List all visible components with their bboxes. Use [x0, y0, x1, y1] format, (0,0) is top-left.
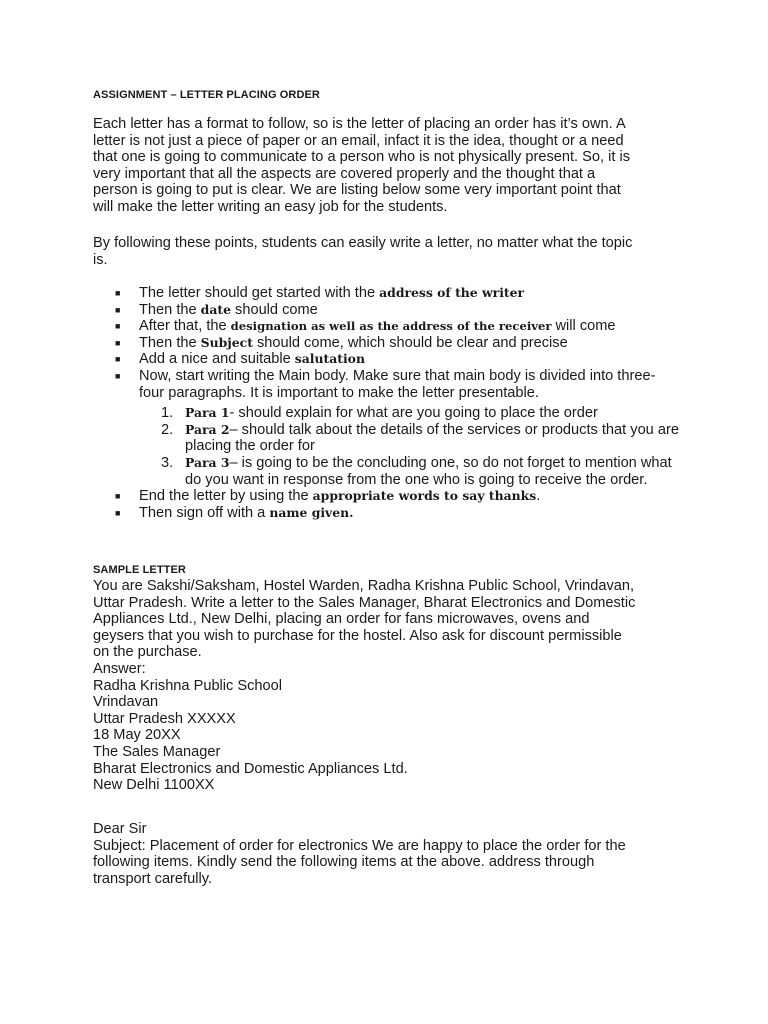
following-paragraph: [93, 235, 693, 268]
intro-line: person is going to put is clear. We are listing below some very important point that: [93, 182, 621, 199]
bullet-icon: ■: [115, 321, 121, 332]
item-text: Then sign off with a: [139, 504, 270, 521]
para-text: – should talk about the details of the services or products that you are placing the order for: [185, 421, 679, 455]
sample-line: New Delhi 1100XX: [93, 777, 215, 794]
item-bold-text: salutation: [294, 351, 365, 367]
sample-line: 18 May 20XX: [93, 727, 181, 744]
item-text: .: [536, 488, 541, 505]
sample-line: geysers that you wish to purchase for the hostel. Also ask for discount permissible: [93, 627, 622, 644]
list-item: [93, 285, 693, 302]
item-bold-text: appropriate words to say thanks: [312, 488, 537, 504]
para-bold-text: Para 1: [185, 405, 230, 421]
list-item: [93, 505, 693, 522]
para-bold-text: Para 2: [185, 421, 230, 437]
bullet-icon: ■: [115, 354, 121, 365]
list-item: [93, 335, 693, 352]
item-text: The letter should get started with the: [139, 285, 380, 301]
closing-line: following items. Kindly send the following items at the above. address through: [93, 854, 595, 871]
item-text: Now, start writing the Main body. Make sure that main body is divided into three-four paragraphs. It is important to make the letter presentable.: [139, 367, 656, 401]
intro-paragraph: [93, 116, 693, 216]
list-item: [93, 488, 693, 505]
item-text: should come: [230, 301, 318, 318]
paragraph-list: [139, 405, 693, 488]
intro-line: Each letter has a format to follow, so is the letter of placing an order has it’s own. A: [93, 116, 626, 132]
para-item: [139, 455, 690, 488]
item-text: Add a nice and suitable: [139, 351, 295, 368]
para-item: [139, 422, 690, 455]
sample-line: Uttar Pradesh. Write a letter to the Sales Manager, Bharat Electronics and Domestic: [93, 594, 636, 611]
sample-line: You are Sakshi/Saksham, Hostel Warden, Radha Krishna Public School, Vrindavan,: [93, 578, 635, 594]
para-number: 3.: [161, 454, 174, 471]
closing-line: Subject: Placement of order for electronics We are happy to place the order for the: [93, 837, 626, 854]
para-text: - should explain for what are you going to place the order: [229, 405, 598, 422]
para-item: [139, 405, 690, 422]
bullet-icon: ■: [115, 491, 121, 502]
item-bold-text: Subject: [200, 334, 253, 350]
sample-line: Bharat Electronics and Domestic Appliances Ltd.: [93, 760, 408, 777]
sample-line: The Sales Manager: [93, 743, 221, 760]
item-bold-text: name given.: [269, 504, 354, 520]
letter-closing: [93, 821, 693, 887]
intro-line: very important that all the aspects are covered properly and the thought that a: [93, 165, 596, 182]
sample-letter-heading: SAMPLE LETTER: [93, 564, 186, 576]
para-number: 2.: [161, 421, 174, 438]
bullet-icon: ■: [115, 337, 121, 348]
para-text: – is going to be the concluding one, so do not forget to mention what do you want in response from the one who is going to receive the order.: [185, 454, 672, 488]
sample-line: Vrindavan: [93, 694, 159, 711]
sample-line: Answer:: [93, 660, 146, 677]
list-item: [93, 318, 693, 335]
sample-letter-body: [93, 578, 693, 794]
points-list: [93, 285, 693, 521]
intro-line: that one is going to communicate to a person who is not physically present. So, it is: [93, 149, 631, 166]
sample-line: Uttar Pradesh XXXXX: [93, 710, 236, 727]
sample-line: Appliances Ltd., New Delhi, placing an order for fans microwaves, ovens and: [93, 611, 590, 628]
para-bold-text: Para 3: [185, 454, 230, 470]
list-item: [93, 368, 693, 488]
bullet-icon: ■: [115, 288, 121, 298]
assignment-heading: ASSIGNMENT – LETTER PLACING ORDER: [93, 89, 320, 101]
item-text: will come: [551, 318, 616, 335]
item-text: Then the: [139, 334, 201, 351]
bullet-icon: ■: [115, 304, 121, 315]
item-text: should come, which should be clear and precise: [252, 334, 568, 351]
bullet-icon: ■: [115, 507, 121, 518]
item-bold-text: address of the writer: [379, 285, 525, 300]
intro-line: will make the letter writing an easy job for the students.: [93, 198, 448, 215]
list-item: [93, 302, 693, 319]
item-text: Then the: [139, 301, 201, 318]
item-text: After that, the: [139, 318, 231, 335]
para-number: 1.: [161, 405, 174, 422]
item-bold-text: designation as well as the address of the receiver: [230, 319, 552, 334]
intro-line: letter is not just a piece of paper or an email, infact it is the idea, thought or a need: [93, 132, 624, 149]
list-item: [93, 351, 693, 368]
item-text: End the letter by using the: [139, 488, 313, 505]
closing-line: transport carefully.: [93, 870, 212, 887]
sample-line: Radha Krishna Public School: [93, 677, 283, 694]
following-line: is.: [93, 251, 108, 268]
following-line: By following these points, students can easily write a letter, no matter what the topic: [93, 235, 633, 251]
item-bold-text: date: [200, 301, 231, 317]
sample-line: on the purchase.: [93, 644, 202, 661]
bullet-icon: ■: [115, 370, 121, 381]
closing-line: Dear Sir: [93, 821, 147, 837]
